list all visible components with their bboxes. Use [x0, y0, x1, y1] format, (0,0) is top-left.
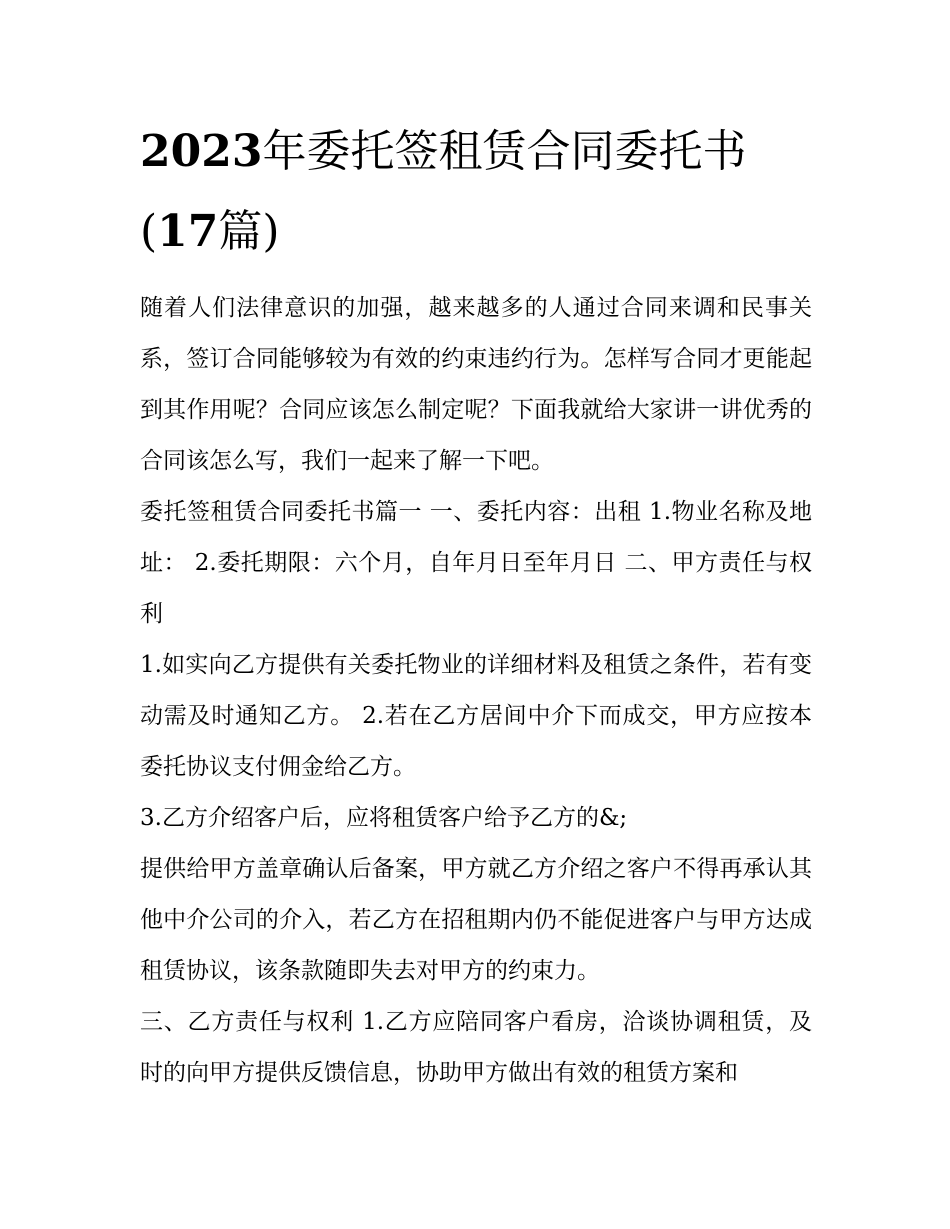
paragraph-party-a-duties: 1.如实向乙方提供有关委托物业的详细材料及租赁之条件，若有变动需及时通知乙方。 2.若在乙方居间中介下而成交，甲方应按本委托协议支付佣金给乙方。 [140, 652, 812, 780]
document-title [140, 112, 812, 272]
paragraph-party-b-client: 3.乙方介绍客户后，应将租赁客户给予乙方的&; [140, 805, 628, 831]
paragraph-section-1: 委托签租赁合同委托书篇一 一、委托内容：出租 1.物业名称及地址： 2.委托期限：六个月，自年月日至年月日 二、甲方责任与权利 [140, 499, 812, 627]
title-year: 2023 [140, 126, 263, 177]
paragraph-confirmation: 提供给甲方盖章确认后备案，甲方就乙方介绍之客户不得再承认其他中介公司的介入，若乙方在招租期内仍不能促进客户与甲方达成租赁协议，该条款随即失去对甲方的约束力。 [140, 856, 812, 984]
document-page [140, 112, 812, 1099]
paragraph-section-3: 三、乙方责任与权利 1.乙方应陪同客户看房，洽谈协调租赁，及时的向甲方提供反馈信息，协助甲方做出有效的租赁方案和 [140, 1009, 812, 1086]
paragraph-intro: 随着人们法律意识的加强，越来越多的人通过合同来调和民事关系，签订合同能够较为有效的约束违约行为。怎样写合同才更能起到其作用呢？合同应该怎么制定呢？下面我就给大家讲一讲优秀的合同该怎么写，我们一起来了解一下吧。 [140, 295, 812, 474]
title-text: 年委托签租赁合同委托书(17篇) [140, 126, 747, 257]
document-body [140, 283, 812, 1099]
